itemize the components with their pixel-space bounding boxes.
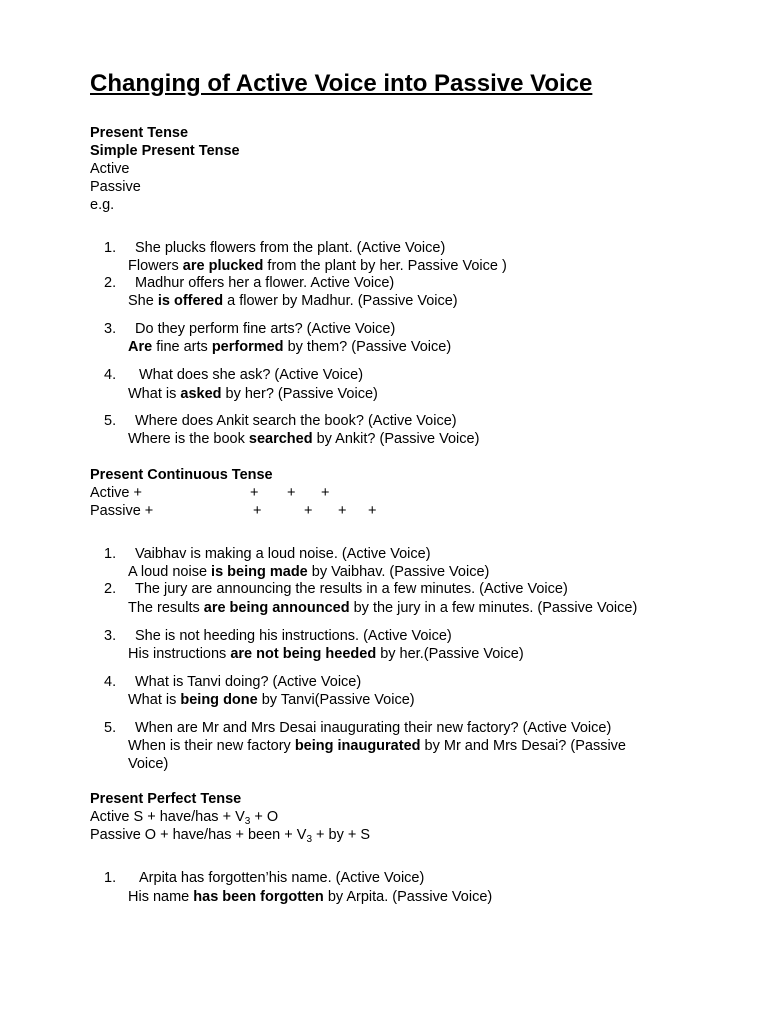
passive-sentence: His instructions are not being heeded by her.(Passive Voice) [128, 646, 524, 662]
item-number: 2. [104, 275, 117, 291]
passive-sentence: A loud noise is being made by Vaibhav. (Passive Voice) [128, 564, 490, 580]
passive-sentence: What is asked by her? (Passive Voice) [128, 386, 378, 402]
passive-sentence: Where is the book searched by Ankit? (Passive Voice) [128, 431, 480, 447]
item-number: 5. [104, 413, 117, 429]
active-sentence: She is not heeding his instructions. (Active Voice) [135, 628, 452, 644]
active-sentence: When are Mr and Mrs Desai inaugurating their new factory? (Active Voice) [135, 720, 612, 736]
item-number: 1. [104, 240, 117, 256]
plus-sign: + [250, 485, 259, 501]
active-sentence: Do they perform fine arts? (Active Voice) [135, 321, 396, 337]
active-sentence: She plucks flowers from the plant. (Active Voice) [135, 240, 446, 256]
active-sentence: Arpita has forgotten’his name. (Active Voice) [139, 870, 425, 886]
plus-sign: + [321, 485, 330, 501]
item-number: 3. [104, 321, 117, 337]
active-sentence: Where does Ankit search the book? (Active Voice) [135, 413, 457, 429]
passive-sentence: The results are being announced by the jury in a few minutes. (Passive Voice) [128, 600, 638, 616]
item-number: 1. [104, 546, 117, 562]
active-sentence: The jury are announcing the results in a few minutes. (Active Voice) [135, 581, 568, 597]
active-sentence: Madhur offers her a flower. Active Voice) [135, 275, 395, 291]
active-formula: Active S + have/has + $V_3 + O$ [90, 809, 279, 827]
active-sentence: What is Tanvi doing? (Active Voice) [135, 674, 362, 690]
passive-formula-label: Passive + [90, 503, 154, 519]
passive-sentence: When is their new factory being inaugurated by Mr and Mrs Desai? (Passive [128, 738, 626, 754]
plus-sign: + [287, 485, 296, 501]
section-heading-present-tense: Present Tense [90, 125, 189, 141]
item-number: 4. [104, 674, 117, 690]
plus-sign: + [304, 503, 313, 519]
passive-formula: Passive O + have/has + been + $V_3$ + by + S [90, 827, 371, 845]
subheading-present-continuous: Present Continuous Tense [90, 467, 273, 483]
item-number: 3. [104, 628, 117, 644]
active-label: Active [90, 161, 130, 177]
passive-sentence: What is being done by Tanvi(Passive Voice) [128, 692, 415, 708]
passive-sentence: Flowers are plucked from the plant by her. Passive Voice ) [128, 258, 507, 274]
passive-sentence-continuation: Voice) [128, 756, 169, 772]
item-number: 1. [104, 870, 117, 886]
passive-sentence: Are fine arts performed by them? (Passive Voice) [128, 339, 452, 355]
passive-label: Passive [90, 179, 141, 195]
active-formula-label: Active + [90, 485, 142, 501]
plus-sign: + [338, 503, 347, 519]
subheading-simple-present: Simple Present Tense [90, 143, 240, 159]
item-number: 5. [104, 720, 117, 736]
active-sentence: Vaibhav is making a loud noise. (Active Voice) [135, 546, 431, 562]
active-sentence: What does she ask? (Active Voice) [139, 367, 364, 383]
item-number: 4. [104, 367, 117, 383]
plus-sign: + [253, 503, 262, 519]
passive-sentence: She is offered a flower by Madhur. (Passive Voice) [128, 293, 458, 309]
example-label: e.g. [90, 197, 115, 213]
passive-sentence: His name has been forgotten by Arpita. (Passive Voice) [128, 889, 493, 905]
subheading-present-perfect: Present Perfect Tense [90, 791, 242, 807]
plus-sign: + [368, 503, 377, 519]
item-number: 2. [104, 581, 117, 597]
page-title: Changing of Active Voice into Passive Voice [90, 70, 593, 97]
